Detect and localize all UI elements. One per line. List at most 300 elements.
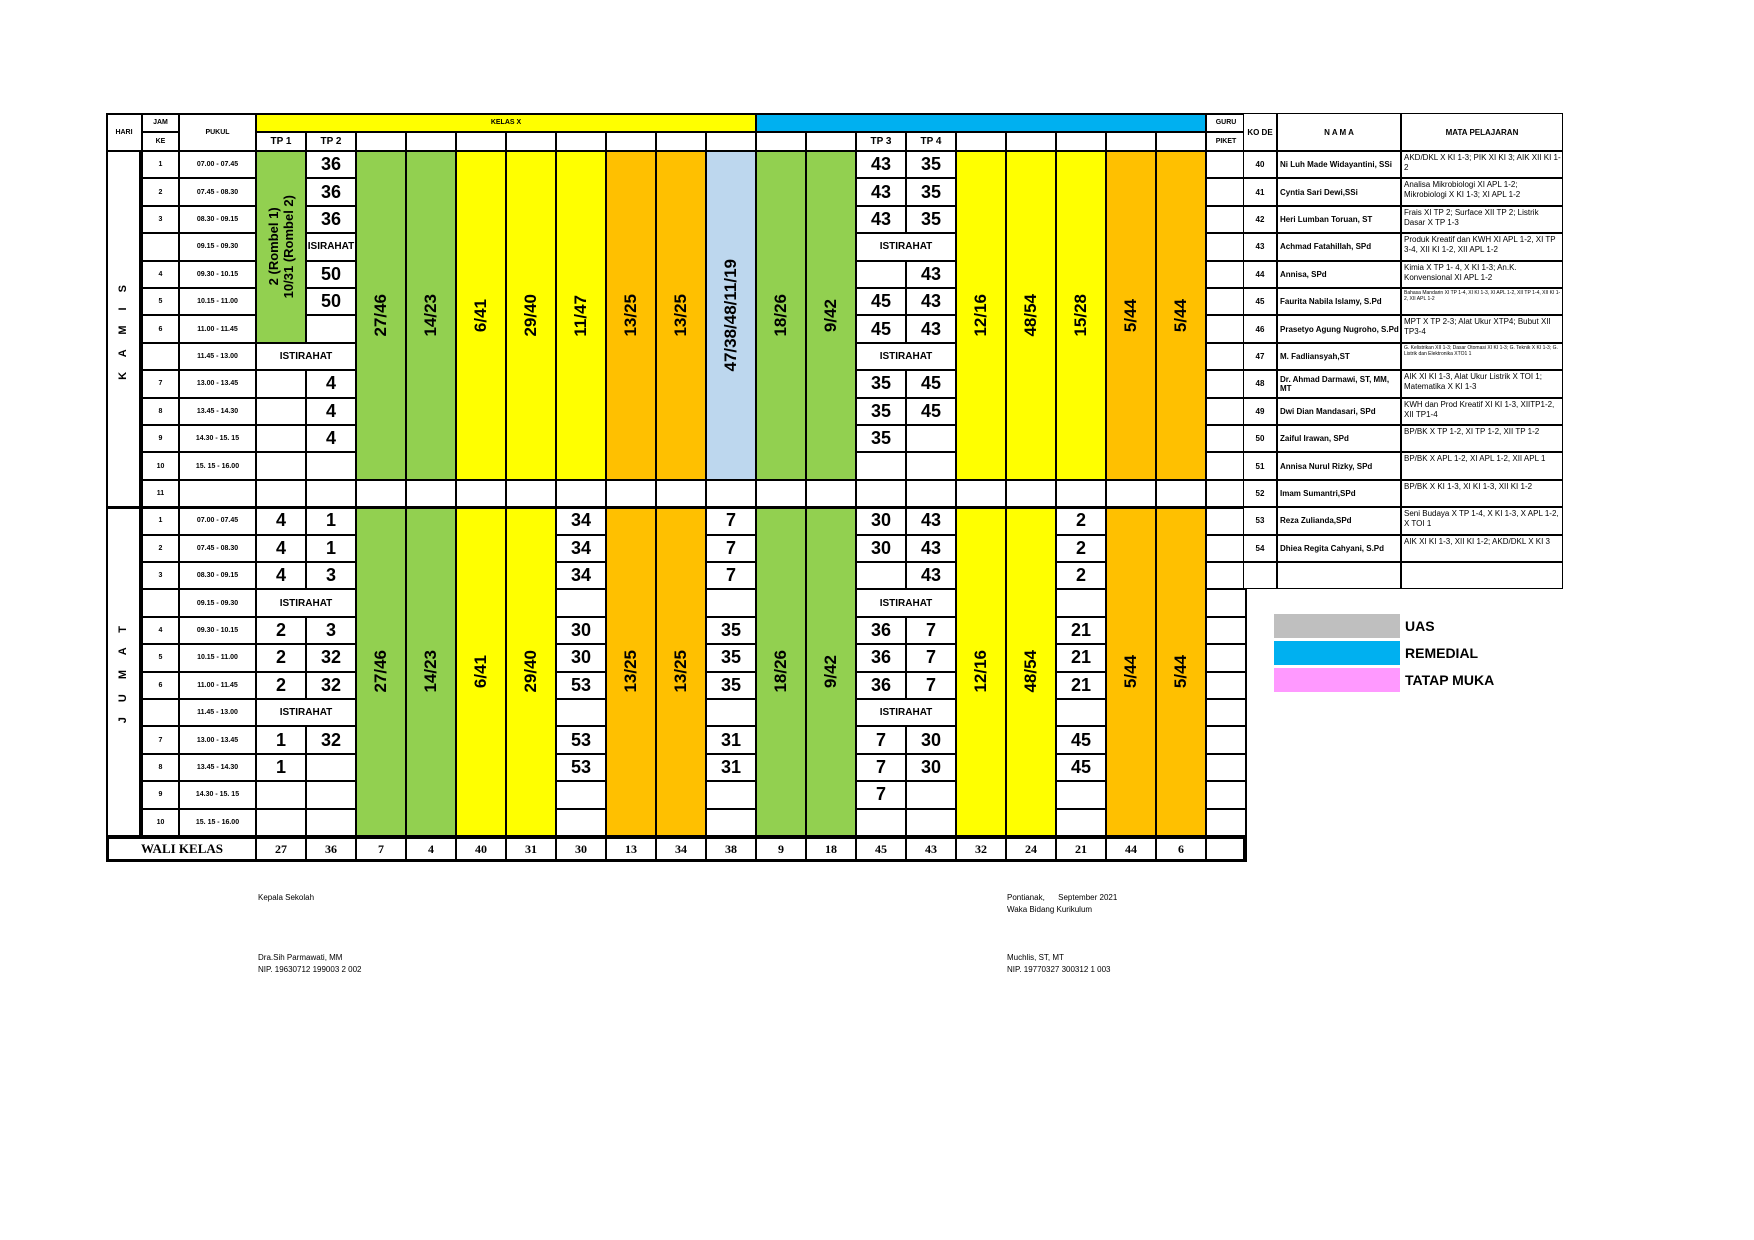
- jam-ke: [142, 699, 179, 726]
- piket-cell: [1206, 261, 1246, 288]
- class-block: [406, 507, 456, 836]
- class-block: [506, 151, 556, 480]
- tp2-slot: 32: [306, 726, 356, 753]
- tp3-slot: [856, 261, 906, 288]
- teacher-kode-text: 42: [1255, 214, 1265, 224]
- day-label-jumat: [106, 507, 142, 836]
- teacher-kode-text: [1244, 563, 1276, 588]
- teacher-mapel: [1401, 288, 1563, 315]
- class-block: [606, 507, 656, 836]
- class-block-text: 13/25: [671, 650, 690, 693]
- teacher-header-nama-text: N A M A: [1324, 127, 1354, 137]
- slot: [1106, 480, 1156, 507]
- jam-ke: 7: [142, 370, 179, 397]
- pukul: 13.45 - 14.30: [179, 398, 256, 425]
- slot: [756, 480, 806, 507]
- teacher-mapel: [1401, 398, 1563, 425]
- teacher-kode: [1243, 206, 1277, 233]
- teacher-nama: [1277, 452, 1401, 479]
- tp4-slot: 35: [906, 178, 956, 205]
- c5-slot: 34: [556, 535, 606, 562]
- c5-slot: 34: [556, 507, 606, 534]
- tp1-slot: 4: [256, 562, 306, 589]
- legend-label: TATAP MUKA: [1405, 672, 1495, 688]
- c9-slot: 35: [706, 617, 756, 644]
- signature-right-nip: NIP. 19770327 300312 1 003: [1007, 965, 1111, 974]
- tp1-rombel-block-text: 2 (Rombel 1) 10/31 (Rombel 2): [266, 195, 296, 299]
- class-block: [806, 507, 856, 836]
- c5-slot: [556, 781, 606, 808]
- teacher-mapel: [1401, 370, 1563, 397]
- tp2-slot: [306, 754, 356, 781]
- jam-ke: 1: [142, 507, 179, 534]
- teacher-nama: [1277, 507, 1401, 534]
- class-block-text: 12/16: [971, 294, 990, 337]
- class-block: [1106, 151, 1156, 480]
- teacher-kode-text: 50: [1255, 434, 1265, 444]
- teacher-nama: [1277, 233, 1401, 260]
- legend-swatch: [1274, 641, 1400, 665]
- wali-kelas-value: 44: [1106, 836, 1156, 862]
- c17-slot: [1056, 781, 1106, 808]
- teacher-mapel-text: G. Kelistrikan XII 1-3; Dasar Otomasi XI KI 1-3; G. Teknik X KI 1-3; G. Listrik dan Elektronika XTO1 1: [1404, 344, 1558, 357]
- header-kelas-xi: [756, 113, 1206, 132]
- teacher-kode-text: 46: [1255, 324, 1265, 334]
- tp4-slot: 43: [906, 261, 956, 288]
- class-block-text: 5/44: [1121, 298, 1140, 332]
- day-label-jumat-text: J U M A T: [117, 619, 129, 724]
- teacher-nama: [1277, 343, 1401, 370]
- tp2-slot: 3: [306, 617, 356, 644]
- piket-cell: [1206, 233, 1246, 260]
- jam-ke: [142, 343, 179, 370]
- tp2-slot: 1: [306, 507, 356, 534]
- header-kelas-x: KELAS X: [256, 113, 756, 132]
- tp4-slot: 35: [906, 151, 956, 178]
- jam-ke: 2: [142, 178, 179, 205]
- class-block: [806, 151, 856, 480]
- c5-slot: [556, 699, 606, 726]
- pukul: 13.45 - 14.30: [179, 754, 256, 781]
- jam-ke: 3: [142, 206, 179, 233]
- tp4-slot: 7: [906, 672, 956, 699]
- tp3-slot: 35: [856, 425, 906, 452]
- header-subcol: TP 3: [856, 132, 906, 151]
- slot: [256, 480, 306, 507]
- tp4-slot: 45: [906, 398, 956, 425]
- tp4-slot: 45: [906, 370, 956, 397]
- teacher-mapel-text: AIK XI KI 1-3, Alat Ukur Listrik X TOI 1; Matematika X KI 1-3: [1404, 372, 1542, 392]
- tp4-slot: 35: [906, 206, 956, 233]
- teacher-nama-text: Annisa Nurul Rizky, SPd: [1280, 461, 1373, 471]
- class-block-text: 18/26: [771, 294, 790, 337]
- teacher-kode: [1243, 343, 1277, 370]
- c9-slot: [706, 699, 756, 726]
- class-block-text: 6/41: [471, 298, 490, 332]
- tp2-slot: [306, 315, 356, 342]
- tp3-slot: 7: [856, 754, 906, 781]
- signature-left-title: Kepala Sekolah: [258, 893, 315, 902]
- header-subcol: [356, 132, 406, 151]
- legend-swatch: [1274, 614, 1400, 638]
- tp1-slot: 4: [256, 535, 306, 562]
- piket-cell: [1206, 699, 1246, 726]
- pukul: 08.30 - 09.15: [179, 206, 256, 233]
- class-block-text: 12/16: [971, 650, 990, 693]
- teacher-kode-text: 54: [1255, 543, 1265, 553]
- class-block: [956, 151, 1006, 480]
- header-subcol: [756, 132, 806, 151]
- tp4-slot: 43: [906, 315, 956, 342]
- tp3-slot: 43: [856, 206, 906, 233]
- c17-slot: 2: [1056, 562, 1106, 589]
- wali-kelas-label: WALI KELAS: [106, 836, 256, 862]
- teacher-kode: [1243, 288, 1277, 315]
- teacher-nama-text: Zaiful Irawan, SPd: [1280, 434, 1349, 444]
- header-subcol: [506, 132, 556, 151]
- class-block-text: 27/46: [371, 650, 390, 693]
- wali-kelas-value: 27: [256, 836, 306, 862]
- c5-slot: 34: [556, 562, 606, 589]
- jam-ke: 9: [142, 781, 179, 808]
- c9-slot: 7: [706, 507, 756, 534]
- tp4-slot: [906, 781, 956, 808]
- teacher-kode-text: 52: [1255, 488, 1265, 498]
- day-separator: [106, 506, 1247, 509]
- c9-slot: 7: [706, 562, 756, 589]
- c17-slot: [1056, 589, 1106, 616]
- header-jam: JAM: [142, 113, 179, 132]
- teacher-mapel: [1401, 535, 1563, 562]
- class-block-text: 11/47: [571, 294, 590, 337]
- piket-cell: [1206, 315, 1246, 342]
- teacher-kode: [1243, 452, 1277, 479]
- class-block: [756, 507, 806, 836]
- c9-slot: [706, 589, 756, 616]
- teacher-mapel: [1401, 315, 1563, 342]
- tp4-slot: [906, 452, 956, 479]
- c9-slot: 35: [706, 672, 756, 699]
- tp2-slot: [306, 452, 356, 479]
- pukul: [179, 480, 256, 507]
- wali-kelas-value: 24: [1006, 836, 1056, 862]
- wali-kelas-value: 45: [856, 836, 906, 862]
- teacher-mapel: [1401, 507, 1563, 534]
- wali-kelas-value: 13: [606, 836, 656, 862]
- piket-cell: [1206, 726, 1246, 753]
- teacher-nama-text: Dr. Ahmad Darmawi, ST, MM, MT: [1280, 374, 1390, 393]
- piket-cell: [1206, 425, 1246, 452]
- schedule-grid: [106, 113, 1246, 867]
- class-block-text: 27/46: [371, 294, 390, 337]
- c9-slot: 7: [706, 535, 756, 562]
- c9-slot: [706, 809, 756, 836]
- jam-ke: 9: [142, 425, 179, 452]
- teacher-header-mapel: [1401, 113, 1563, 151]
- c17-slot: 2: [1056, 535, 1106, 562]
- class-block: [1156, 151, 1206, 480]
- header-subcol: [706, 132, 756, 151]
- header-guru: GURU: [1206, 113, 1246, 132]
- c9-slot: [706, 781, 756, 808]
- teacher-kode-text: 44: [1255, 269, 1265, 279]
- pukul: 11.45 - 13.00: [179, 343, 256, 370]
- c17-slot: 45: [1056, 726, 1106, 753]
- pukul: 07.45 - 08.30: [179, 535, 256, 562]
- class-block-text: 13/25: [621, 294, 640, 337]
- tp2-slot: 36: [306, 178, 356, 205]
- teacher-nama: [1277, 562, 1401, 589]
- header-pukul: PUKUL: [179, 113, 256, 151]
- slot: [806, 480, 856, 507]
- wali-kelas-value: 31: [506, 836, 556, 862]
- teacher-nama: [1277, 178, 1401, 205]
- teacher-mapel: [1401, 452, 1563, 479]
- class-block: [756, 151, 806, 480]
- piket-cell: [1206, 178, 1246, 205]
- class-block: [356, 151, 406, 480]
- class-block: [656, 151, 706, 480]
- teacher-mapel-text: BP/BK X KI 1-3, XI KI 1-3, XII KI 1-2: [1404, 481, 1533, 491]
- tp4-slot: 43: [906, 507, 956, 534]
- pukul: 07.00 - 07.45: [179, 507, 256, 534]
- class-block-text: 6/41: [471, 655, 490, 689]
- teacher-nama: [1277, 315, 1401, 342]
- pukul: 08.30 - 09.15: [179, 562, 256, 589]
- piket-cell: [1206, 206, 1246, 233]
- tp3-slot: 45: [856, 288, 906, 315]
- tp3-slot: 43: [856, 151, 906, 178]
- header-subcol: [1056, 132, 1106, 151]
- class-block: [456, 151, 506, 480]
- tp2-slot: 36: [306, 151, 356, 178]
- tp1-slot: 2: [256, 644, 306, 671]
- legend-label: REMEDIAL: [1405, 645, 1479, 661]
- pukul: 11.00 - 11.45: [179, 315, 256, 342]
- slot: [256, 452, 306, 479]
- pukul: 09.30 - 10.15: [179, 261, 256, 288]
- teacher-mapel-text: KWH dan Prod Kreatif XI KI 1-3, XIITP1-2, XII TP1-4: [1404, 399, 1555, 419]
- header-subcol: TP 2: [306, 132, 356, 151]
- jam-ke: 8: [142, 398, 179, 425]
- class-block-text: 5/44: [1121, 655, 1140, 689]
- jam-ke: 2: [142, 535, 179, 562]
- tp4-slot: 7: [906, 644, 956, 671]
- wali-kelas-value: 34: [656, 836, 706, 862]
- tp4-slot: 43: [906, 288, 956, 315]
- c17-slot: 45: [1056, 754, 1106, 781]
- legend-label: UAS: [1405, 618, 1435, 634]
- break-label: ISTIRAHAT: [256, 699, 356, 726]
- teacher-kode: [1243, 398, 1277, 425]
- jam-ke: 3: [142, 562, 179, 589]
- teacher-mapel: [1401, 233, 1563, 260]
- teacher-kode: [1243, 233, 1277, 260]
- piket-cell: [1206, 398, 1246, 425]
- pukul: 11.45 - 13.00: [179, 699, 256, 726]
- tp1-slot: 1: [256, 726, 306, 753]
- pukul: 15. 15 - 16.00: [179, 809, 256, 836]
- header-subcol: [456, 132, 506, 151]
- pukul: 14.30 - 15. 15: [179, 425, 256, 452]
- teacher-nama-text: Annisa, SPd: [1280, 269, 1327, 279]
- class-block-text: 9/42: [821, 298, 840, 332]
- piket-cell: [1206, 589, 1246, 616]
- class-block-text: 48/54: [1021, 650, 1040, 693]
- teacher-mapel-text: Produk Kreatif dan KWH XI APL 1-2, XI TP 3-4, XII KI 1-2, XII APL 1-2: [1404, 235, 1556, 255]
- tp2-slot: 4: [306, 370, 356, 397]
- slot: [656, 480, 706, 507]
- teacher-nama-text: Dwi Dian Mandasari, SPd: [1280, 406, 1376, 416]
- tp3-slot: 45: [856, 315, 906, 342]
- break-label: ISTIRAHAT: [256, 589, 356, 616]
- jam-ke: 5: [142, 644, 179, 671]
- piket-cell: [1206, 535, 1246, 562]
- tp3-slot: 36: [856, 617, 906, 644]
- tp2-slot: 50: [306, 261, 356, 288]
- pukul: 13.00 - 13.45: [179, 370, 256, 397]
- teacher-kode: [1243, 562, 1277, 589]
- slot: [956, 480, 1006, 507]
- signature-left-name: Dra.Sih Parmawati, MM: [258, 953, 343, 962]
- signature-right-place: Pontianak, September 2021: [1007, 893, 1118, 902]
- piket-cell: [1206, 507, 1246, 534]
- teacher-kode-text: 47: [1255, 351, 1265, 361]
- tp3-slot: 35: [856, 370, 906, 397]
- jam-ke: 5: [142, 288, 179, 315]
- wali-kelas-value: 9: [756, 836, 806, 862]
- jam-ke: 6: [142, 315, 179, 342]
- tp1-slot: 4: [256, 507, 306, 534]
- teacher-nama-text: Achmad Fatahillah, SPd: [1280, 242, 1372, 252]
- jam-ke: 4: [142, 617, 179, 644]
- c9-slot: 35: [706, 644, 756, 671]
- teacher-kode-text: 48: [1255, 379, 1265, 389]
- teacher-nama-text: Heri Lumban Toruan, ST: [1280, 214, 1373, 224]
- teacher-mapel: [1401, 178, 1563, 205]
- class-block: [656, 507, 706, 836]
- jam-ke: [142, 233, 179, 260]
- class-block: [1006, 507, 1056, 836]
- slot: [1006, 480, 1056, 507]
- wali-kelas-value: 4: [406, 836, 456, 862]
- teacher-mapel-text: BP/BK X TP 1-2, XI TP 1-2, XII TP 1-2: [1404, 427, 1540, 436]
- wali-kelas-value: 18: [806, 836, 856, 862]
- pukul: 13.00 - 13.45: [179, 726, 256, 753]
- teacher-nama: [1277, 370, 1401, 397]
- piket-cell: [1206, 644, 1246, 671]
- tp3-slot: 30: [856, 535, 906, 562]
- tp2-slot: 36: [306, 206, 356, 233]
- tp4-slot: 43: [906, 562, 956, 589]
- piket-cell: [1206, 781, 1246, 808]
- wali-kelas-value: 32: [956, 836, 1006, 862]
- tp3-slot: 30: [856, 507, 906, 534]
- day-label-kamis-text: K A M I S: [117, 278, 129, 380]
- wali-kelas-value: 21: [1056, 836, 1106, 862]
- class-block: [706, 151, 756, 480]
- break-label: ISTIRAHAT: [856, 343, 956, 370]
- teacher-nama: [1277, 206, 1401, 233]
- tp4-slot: [906, 425, 956, 452]
- teacher-mapel-text: AIK XI KI 1-3, XII KI 1-2; AKD/DKL X KI 3: [1404, 536, 1550, 546]
- c9-slot: 31: [706, 754, 756, 781]
- header-subcol: [656, 132, 706, 151]
- header-ke: KE: [142, 132, 179, 151]
- teacher-header-kode-text: KO DE: [1247, 127, 1273, 137]
- class-block-text: 14/23: [421, 650, 440, 693]
- class-block: [556, 151, 606, 480]
- teacher-kode-text: 43: [1255, 242, 1265, 252]
- break-label: ISTIRAHAT: [256, 343, 356, 370]
- teacher-nama: [1277, 480, 1401, 507]
- tp4-slot: 30: [906, 726, 956, 753]
- slot: [256, 370, 306, 397]
- teacher-mapel-text: BP/BK X APL 1-2, XI APL 1-2, XII APL 1: [1404, 454, 1546, 464]
- teacher-nama: [1277, 288, 1401, 315]
- slot: [1156, 480, 1206, 507]
- teacher-kode: [1243, 507, 1277, 534]
- slot: [456, 480, 506, 507]
- tp3-slot: 43: [856, 178, 906, 205]
- teacher-mapel-text: Bahasa Mandarin XI TP 1-4, XI KI 1-3, XI APL 1-2, XII TP 1-4, XII KI 1-2, XII APL 1-2: [1404, 290, 1561, 302]
- pukul: 11.00 - 11.45: [179, 672, 256, 699]
- pukul: 15. 15 - 16.00: [179, 452, 256, 479]
- teacher-kode-text: 51: [1255, 461, 1265, 471]
- pukul: 10.15 - 11.00: [179, 288, 256, 315]
- pukul: 07.45 - 08.30: [179, 178, 256, 205]
- legend-swatch: [1274, 668, 1400, 692]
- teacher-kode-text: 53: [1255, 516, 1265, 526]
- tp3-slot: 36: [856, 644, 906, 671]
- tp1-slot: [256, 809, 306, 836]
- teacher-header-kode: [1243, 113, 1277, 151]
- pukul: 07.00 - 07.45: [179, 151, 256, 178]
- teacher-kode-text: 40: [1255, 160, 1265, 170]
- tp4-slot: [906, 480, 956, 507]
- slot: [706, 480, 756, 507]
- c17-slot: 21: [1056, 617, 1106, 644]
- teacher-mapel: [1401, 562, 1563, 589]
- slot: [256, 425, 306, 452]
- tp3-slot: [856, 562, 906, 589]
- teacher-mapel: [1401, 206, 1563, 233]
- jam-ke: 7: [142, 726, 179, 753]
- header-subcol: [956, 132, 1006, 151]
- tp2-slot: 50: [306, 288, 356, 315]
- teacher-nama-text: Dhiea Regita Cahyani, S.Pd: [1280, 543, 1385, 553]
- jam-ke: 4: [142, 261, 179, 288]
- tp3-slot: 35: [856, 398, 906, 425]
- class-block: [506, 507, 556, 836]
- header-subcol: [806, 132, 856, 151]
- tp2-slot: 32: [306, 672, 356, 699]
- header-subcol: [1006, 132, 1056, 151]
- tp2-slot: [306, 809, 356, 836]
- c17-slot: [1056, 699, 1106, 726]
- jam-ke: 8: [142, 754, 179, 781]
- wali-kelas-piket: [1206, 836, 1246, 862]
- pukul: 10.15 - 11.00: [179, 644, 256, 671]
- wali-kelas-value: 43: [906, 836, 956, 862]
- break-label: ISTIRAHAT: [856, 233, 956, 260]
- jam-ke: 1: [142, 151, 179, 178]
- header-subcol: [556, 132, 606, 151]
- teacher-header-nama: [1277, 113, 1401, 151]
- c5-slot: [556, 809, 606, 836]
- slot: [1056, 480, 1106, 507]
- tp2-slot: 3: [306, 562, 356, 589]
